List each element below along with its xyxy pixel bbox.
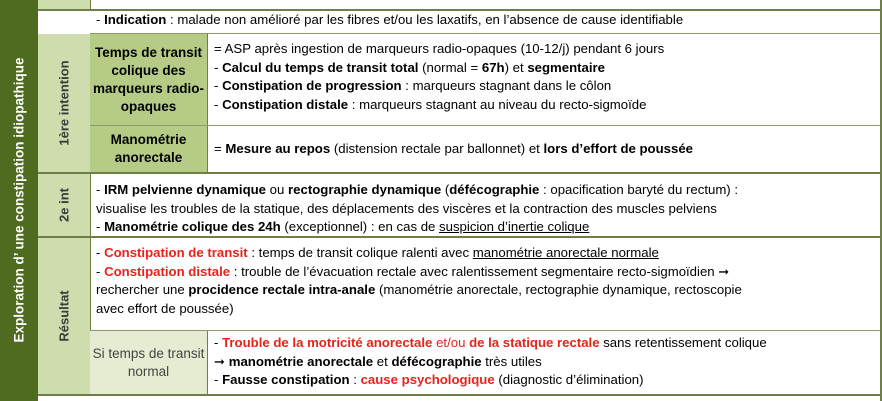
dash: -: [96, 219, 105, 234]
section-first-label: 1ère intention: [56, 60, 72, 146]
transit-head: Temps de transit colique des marqueurs radio-opaques: [92, 44, 205, 114]
s-b: ou: [266, 182, 289, 197]
dash: -: [214, 372, 223, 387]
n3a: Fausse constipation: [222, 372, 350, 387]
normal-head: Si temps de transit normal: [92, 345, 205, 379]
dash: -: [96, 12, 105, 27]
dash: -: [96, 263, 105, 279]
transit-content: [214, 40, 874, 114]
s-d: (: [441, 182, 450, 197]
transit-l1: = ASP après ingestion de marqueurs radio-opaques (10-12/j) pendant 6 jours: [214, 41, 665, 56]
second-line-3: [96, 218, 876, 237]
second-line-1: [96, 181, 876, 200]
dash: -: [214, 335, 223, 350]
dash: -: [214, 59, 223, 75]
r3c: (manométrie anorectale, rectographie dynamique, rectoscopie: [375, 282, 742, 297]
section-second-label: 2e int: [56, 188, 72, 222]
manometrie-head-cell: [90, 126, 208, 172]
result-line-1: [96, 244, 876, 263]
transit-l2a: Calcul du temps de transit total: [222, 59, 419, 75]
mano-a: =: [214, 141, 226, 156]
normal-line-3: [214, 371, 874, 390]
result-content: [96, 244, 876, 318]
indication-text: : malade non amélioré par les fibres et/ou les laxatifs, en l’absence de cause identifiable: [166, 12, 684, 27]
n3d: (diagnostic d’élimination): [494, 372, 644, 387]
r2b: : trouble de l’évacuation rectale avec ralentissement segmentaire recto-sigmoïdien ➞: [230, 263, 730, 279]
rule: [90, 33, 882, 34]
n1d: sans retentissement colique: [599, 335, 767, 350]
normal-line-2: [214, 353, 874, 372]
transit-l4a: Constipation distale: [222, 96, 349, 112]
transit-line-1: [214, 40, 874, 59]
transit-l3a: Constipation de progression: [222, 78, 402, 93]
r2a: Constipation distale: [104, 263, 231, 279]
section-result-label: Résultat: [56, 290, 72, 342]
side-title: Exploration d’ une constipation idiopathique: [11, 57, 27, 343]
rule: [90, 330, 882, 331]
transit-l2c: 67h: [481, 59, 505, 75]
mano-c: (distension rectale par ballonnet) et: [330, 141, 544, 156]
manometrie-content: [214, 140, 874, 159]
rule: [90, 125, 882, 126]
transit-line-2: [214, 59, 874, 78]
dash: -: [214, 96, 223, 112]
n1b: et/ou: [432, 335, 470, 350]
rule: [38, 172, 882, 174]
dash: -: [214, 78, 223, 93]
r4: avec effort de poussée): [96, 300, 234, 316]
n2b: manométrie anorectale: [228, 353, 374, 369]
side-title-column: [0, 0, 38, 401]
r3b: procidence rectale intra-anale: [188, 282, 376, 297]
second-line-2: [96, 200, 876, 219]
transit-head-cell: [90, 34, 208, 125]
r1a: Constipation de transit: [104, 245, 248, 260]
transit-line-3: [214, 77, 874, 96]
second-int-content: [96, 181, 876, 237]
n2c: et: [373, 353, 392, 369]
result-line-4: [96, 300, 876, 319]
n2d: défécographie: [391, 353, 482, 369]
s-e: défécographie: [449, 182, 540, 197]
transit-line-4: [214, 96, 874, 115]
s-h: Manométrie colique des 24h: [104, 219, 281, 234]
s-g: visualise les troubles de la statique, des déplacements des viscères et la contraction des muscles pelviens: [96, 200, 717, 216]
manometrie-head: Manométrie anorectale: [110, 132, 187, 165]
mano-d: lors d’effort de poussée: [543, 141, 694, 156]
result-line-2: [96, 263, 876, 282]
n1c: de la statique rectale: [469, 335, 600, 350]
transit-l2b: (normal =: [418, 59, 482, 75]
normal-content: [214, 334, 874, 390]
s-c: rectographie dynamique: [288, 182, 442, 197]
rule: [38, 394, 882, 396]
s-j: suspicion d’inertie colique: [439, 219, 590, 234]
s-i: (exceptionnel) : en cas de: [280, 219, 440, 234]
r3a: rechercher une: [96, 282, 189, 297]
normal-head-cell: [90, 331, 208, 394]
section-result: [38, 238, 91, 394]
r1b: : temps de transit colique ralenti avec: [247, 245, 473, 260]
transit-l4b: : marqueurs stagnant au niveau du recto-sigmoïde: [348, 96, 647, 112]
normal-line-1: [214, 334, 874, 353]
s-f: : opacification baryté du rectum) :: [539, 182, 739, 197]
result-line-3: [96, 281, 876, 300]
r1c: manométrie anorectale normale: [472, 245, 659, 260]
n3c: cause psychologique: [360, 372, 495, 387]
dash: -: [96, 182, 105, 197]
mano-b: Mesure au repos: [225, 141, 331, 156]
section-second: [38, 174, 91, 236]
transit-l2d: ) et: [504, 59, 528, 75]
n2a: ➞: [214, 353, 229, 369]
indication-row: [96, 11, 876, 30]
n3b: :: [349, 372, 361, 387]
dash: -: [96, 245, 105, 260]
s-a: IRM pelvienne dynamique: [104, 182, 267, 197]
indication-label: Indication: [104, 12, 167, 27]
transit-l3b: : marqueurs stagnant dans le côlon: [401, 78, 612, 93]
n1a: Trouble de la motricité anorectale: [222, 335, 433, 350]
section-top-stub: [38, 0, 91, 9]
transit-l2e: segmentaire: [527, 59, 606, 75]
n2e: très utiles: [481, 353, 542, 369]
section-first: [38, 34, 91, 172]
